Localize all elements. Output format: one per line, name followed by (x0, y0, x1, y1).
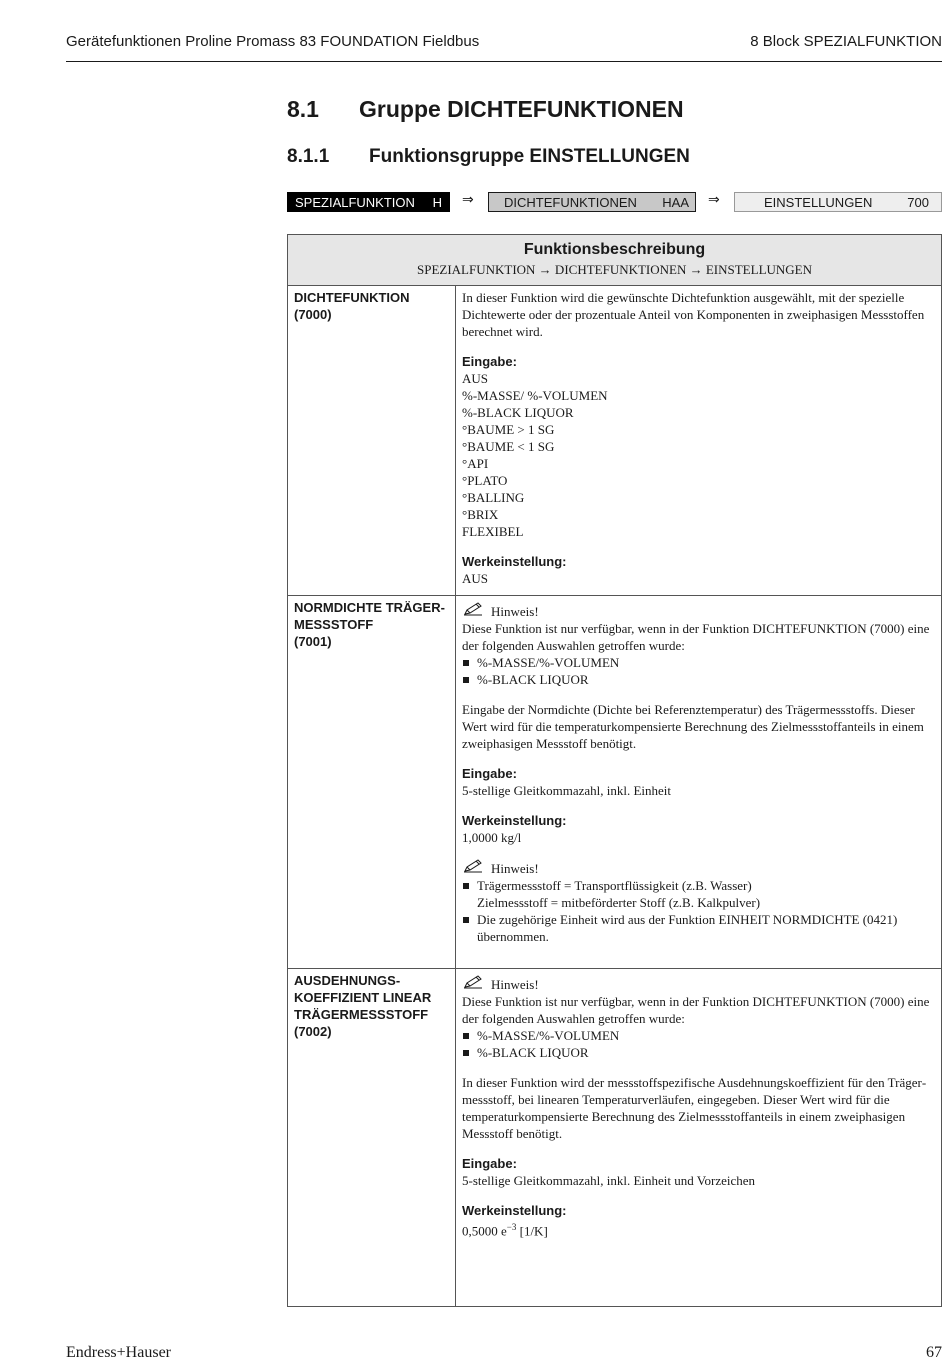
note-label: Hinweis! (491, 603, 539, 619)
list-item (462, 877, 935, 911)
breadcrumb-item-dichtefunktionen (488, 192, 696, 212)
table-path: SPEZIALFUNKTION → DICHTEFUNKTIONEN → EINSTELLUNGEN (416, 262, 812, 277)
input-block (462, 765, 935, 799)
breadcrumb-code: HAA (662, 194, 689, 210)
list-item: %-MASSE/%-VOLUMEN (462, 1027, 935, 1044)
option: AUS (462, 371, 489, 386)
breadcrumb-label: EINSTELLUNGEN (764, 194, 873, 210)
default-block (462, 812, 935, 846)
pencil-note-icon (463, 975, 483, 993)
note-label: Hinweis! (491, 976, 539, 992)
function-code: (7000) (294, 307, 332, 322)
default-value: 1,0000 kg/l (462, 830, 522, 845)
subsection-number: 8.1.1 (287, 146, 330, 167)
note-block (462, 975, 935, 1061)
option: °BAUME < 1 SG (462, 439, 555, 454)
header-chapter: 8 Block SPEZIALFUNKTION (750, 33, 942, 50)
table-header (288, 235, 942, 286)
section-number: 8.1 (287, 96, 319, 122)
breadcrumb-label: SPEZIALFUNKTION (295, 194, 415, 210)
page-header (66, 33, 942, 62)
option: °PLATO (462, 473, 508, 488)
default-value: AUS (462, 571, 489, 586)
default-label: Werkeinstellung: (462, 1203, 567, 1218)
option: °API (462, 456, 489, 471)
description-text: In dieser Funktion wird die gewünschte Dichtefunktion ausgewählt, mit der spezielle Dichtewerte oder der prozentuale Anteil von Komponenten in zweiphasigen Messstoffen berechnet wird. (462, 290, 925, 339)
default-value-unit: [1/K] (516, 1223, 548, 1239)
pencil-note-icon (463, 859, 483, 877)
breadcrumb-item-spezialfunktion (287, 192, 450, 212)
default-value-exponent: −3 (506, 1222, 517, 1232)
section-title: Gruppe DICHTEFUNKTIONEN (359, 96, 684, 122)
function-name-line: KOEFFIZIENT LINEAR (294, 990, 432, 1005)
default-label: Werkeinstellung: (462, 554, 567, 569)
list-item: %-MASSE/%-VOLUMEN (462, 654, 935, 671)
list-item: %-BLACK LIQUOR (462, 1044, 935, 1061)
breadcrumb-code: H (432, 194, 442, 210)
list-item-line: Trägermessstoff = Transportflüssigkeit (z.B. Wasser) (477, 878, 752, 893)
breadcrumb-arrow-icon: ⇒ (708, 192, 720, 208)
header-document-title: Gerätefunktionen Proline Promass 83 FOUNDATION Fieldbus (66, 33, 480, 50)
option: FLEXIBEL (462, 524, 524, 539)
note-heading (462, 975, 935, 993)
table-row (288, 286, 942, 596)
function-code: (7001) (294, 634, 332, 649)
breadcrumb-label: DICHTEFUNKTIONEN (504, 194, 637, 210)
table-row (288, 969, 942, 1307)
function-name-line: MESSSTOFF (294, 617, 374, 632)
function-name-line: AUSDEHNUNGS- (294, 973, 401, 988)
function-name (288, 596, 456, 969)
option: °BRIX (462, 507, 499, 522)
list-item: Die zugehörige Einheit wird aus der Funktion EINHEIT NORMDICHTE (0421) übernommen. (462, 911, 935, 945)
list-item-line: Zielmessstoff = mitbeförderter Stoff (z.B. Kalkpulver) (477, 895, 761, 910)
input-block (462, 353, 935, 540)
pencil-note-icon (463, 602, 483, 620)
function-code: (7002) (294, 1024, 332, 1039)
function-name-line: TRÄGERMESSSTOFF (294, 1007, 429, 1022)
option: °BAUME > 1 SG (462, 422, 555, 437)
input-value: 5-stellige Gleitkommazahl, inkl. Einheit (462, 783, 672, 798)
description-text: Eingabe der Normdichte (Dichte bei Referenztemperatur) des Trägermessstoffs. Dieser Wert wird für die temperaturkompensierte Berechnung des Zielmessstoffanteils in einem zweiphasigen Messstoff benötigt. (462, 702, 924, 751)
default-block (462, 553, 935, 587)
note-heading (462, 602, 935, 620)
input-label: Eingabe: (462, 766, 517, 781)
description-text: In dieser Funktion wird der messstoffspezifische Ausdehnungskoeffizient für den Trägermessstoff, bei linearen Temperaturverläufen, eingegeben. Dieser Wert wird für die temperaturkompensierte Berechnung des Zielmessstoffanteils in einem zweiphasigen Messstoff benötigt. (462, 1075, 927, 1141)
function-name (288, 969, 456, 1307)
function-name-line: NORMDICHTE TRÄGER- (294, 600, 445, 615)
default-label: Werkeinstellung: (462, 813, 567, 828)
note-text: Diese Funktion ist nur verfügbar, wenn in der Funktion DICHTEFUNKTION (7000) eine der folgenden Auswahlen getroffen wurde: (462, 621, 930, 653)
note-heading (462, 859, 935, 877)
input-block (462, 1155, 935, 1189)
subsection-title: Funktionsgruppe EINSTELLUNGEN (369, 146, 690, 167)
note-block (462, 602, 935, 688)
note-text: Diese Funktion ist nur verfügbar, wenn in der Funktion DICHTEFUNKTION (7000) eine der folgenden Auswahlen getroffen wurde: (462, 994, 930, 1026)
option: °BALLING (462, 490, 525, 505)
function-description (456, 969, 942, 1307)
option: %-BLACK LIQUOR (462, 405, 574, 420)
list-item: %-BLACK LIQUOR (462, 671, 935, 688)
option: %-MASSE/ %-VOLUMEN (462, 388, 608, 403)
note-label: Hinweis! (491, 860, 539, 876)
section-heading (287, 96, 684, 123)
subsection-heading (287, 146, 690, 168)
function-name-line: DICHTEFUNKTION (294, 290, 410, 305)
function-description-table (287, 234, 942, 1307)
function-name (288, 286, 456, 596)
table-title: Funktionsbeschreibung (523, 241, 706, 258)
note-block (462, 859, 935, 945)
table-row (288, 596, 942, 969)
page-number: 67 (926, 1344, 942, 1361)
input-label: Eingabe: (462, 1156, 517, 1171)
breadcrumb-code: 700 (907, 194, 929, 210)
breadcrumb-arrow-icon: ⇒ (462, 192, 474, 208)
default-value-base: 0,5000 e (462, 1223, 507, 1239)
function-description (456, 596, 942, 969)
default-block (462, 1202, 935, 1239)
input-label: Eingabe: (462, 354, 517, 369)
function-description (456, 286, 942, 596)
default-value (462, 1219, 935, 1239)
footer-brand: Endress+Hauser (66, 1344, 171, 1361)
breadcrumb-item-einstellungen (734, 192, 942, 212)
input-value: 5-stellige Gleitkommazahl, inkl. Einheit und Vorzeichen (462, 1173, 756, 1188)
